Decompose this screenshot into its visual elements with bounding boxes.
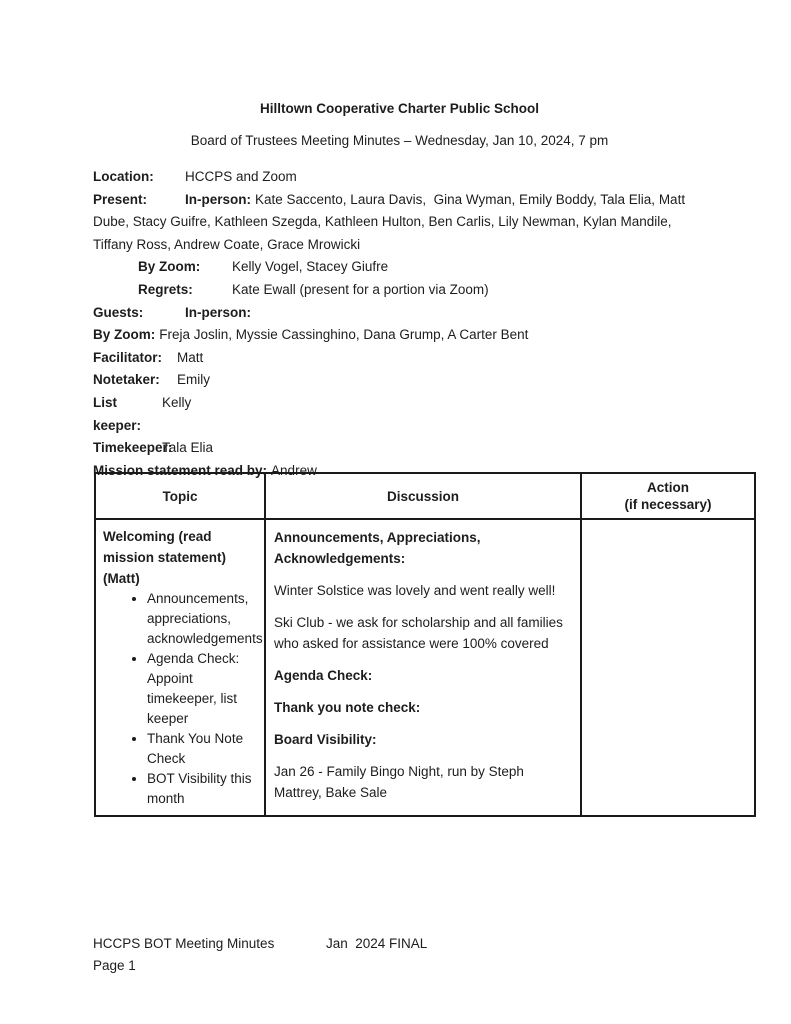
location-value: HCCPS and Zoom <box>185 169 297 184</box>
topic-title: Welcoming (read mission statement) (Matt) <box>103 529 227 586</box>
page-footer <box>93 933 427 976</box>
mission-value: Andrew <box>271 462 317 478</box>
discussion-paragraph: Ski Club - we ask for scholarship and all families who asked for assistance were 100% covered <box>274 615 563 651</box>
facilitator-label: Facilitator: <box>93 349 163 365</box>
present-line <box>93 189 706 257</box>
facilitator-line <box>93 347 706 370</box>
table-header-action-line1: Action <box>647 480 689 495</box>
topic-bullet-list <box>103 589 263 809</box>
table-row <box>95 519 755 816</box>
notetaker-label: Notetaker: <box>93 372 160 388</box>
present-byzoom-names: Kelly Vogel, Stacey Giufre <box>232 259 389 275</box>
discussion-paragraph: Board Visibility: <box>274 732 377 747</box>
present-inperson-names: Kate Saccento, Laura Davis, Gina Wyman, Emily Boddy, Tala Elia, Matt Dube, Stacy Guifre, Kathleen Szegda, Kathleen Hulton, Ben Carlis, Lily Newman, Kylan Mandile, Tiffany Ross, Andrew Coate, Grace Mrowicki <box>93 191 689 252</box>
notetaker-line <box>93 369 706 392</box>
discussion-paragraph: Thank you note check: <box>274 700 421 715</box>
guests-line <box>93 302 706 325</box>
footer-version: Jan 2024 FINAL <box>326 936 428 951</box>
discussion-paragraph: Announcements, Appreciations, Acknowledgements: <box>274 530 481 566</box>
discussion-paragraph: Agenda Check: <box>274 668 373 683</box>
topic-cell <box>95 519 265 816</box>
regrets-label: Regrets: <box>138 281 193 297</box>
table-header-topic: Topic <box>95 473 265 519</box>
location-label: Location: <box>93 169 154 184</box>
present-byzoom-line <box>138 256 706 279</box>
discussion-cell <box>265 519 581 816</box>
list-keeper-value: Kelly <box>162 394 192 410</box>
regrets-value: Kate Ewall (present for a portion via Zoom) <box>232 281 489 297</box>
table-header-action <box>581 473 755 519</box>
timekeeper-value: Tala Elia <box>162 440 214 456</box>
footer-line <box>93 933 427 955</box>
table-header-action-line2: (if necessary) <box>624 497 712 512</box>
guests-byzoom-line <box>93 324 706 347</box>
topic-bullet: • Announcements, appreciations, acknowledgements <box>147 589 258 649</box>
guests-inperson-label: In-person: <box>185 304 251 320</box>
guests-byzoom-names: Freja Joslin, Myssie Cassinghino, Dana Grump, A Carter Bent <box>159 327 529 343</box>
footer-doc-name: HCCPS BOT Meeting Minutes <box>93 936 275 951</box>
present-inperson-label: In-person: <box>185 191 251 207</box>
discussion-paragraph: Winter Solstice was lovely and went really well! <box>274 583 556 598</box>
list-keeper-line <box>93 392 706 437</box>
discussion-paragraph: Jan 26 - Family Bingo Night, run by Steph Mattrey, Bake Sale <box>274 764 524 800</box>
guests-label: Guests: <box>93 304 144 320</box>
timekeeper-line <box>93 437 706 460</box>
mission-label: Mission statement read by: <box>93 462 268 478</box>
action-cell <box>581 519 755 816</box>
present-byzoom-label: By Zoom: <box>138 259 201 275</box>
present-label: Present: <box>93 191 148 207</box>
timekeeper-label: Timekeeper: <box>93 440 173 456</box>
regrets-line <box>138 279 706 302</box>
document-title: Hilltown Cooperative Charter Public School <box>259 101 540 116</box>
facilitator-value: Matt <box>177 349 204 365</box>
minutes-table <box>94 472 756 817</box>
document-content <box>93 100 706 482</box>
table-header-discussion: Discussion <box>265 473 581 519</box>
notetaker-value: Emily <box>177 372 210 388</box>
topic-bullet: • BOT Visibility this month <box>147 769 258 809</box>
meeting-meta-block <box>93 166 706 482</box>
topic-bullet: • Thank You Note Check <box>147 729 258 769</box>
location-line <box>93 166 706 189</box>
topic-bullet: • Agenda Check: Appoint timekeeper, list keeper <box>147 649 258 729</box>
list-keeper-label: List keeper: <box>93 394 142 433</box>
document-subtitle: Board of Trustees Meeting Minutes – Wednesday, Jan 10, 2024, 7 pm <box>190 133 609 148</box>
table-header-row <box>95 473 755 519</box>
guests-byzoom-label: By Zoom: <box>93 327 156 343</box>
footer-page-number: Page 1 <box>93 957 136 973</box>
